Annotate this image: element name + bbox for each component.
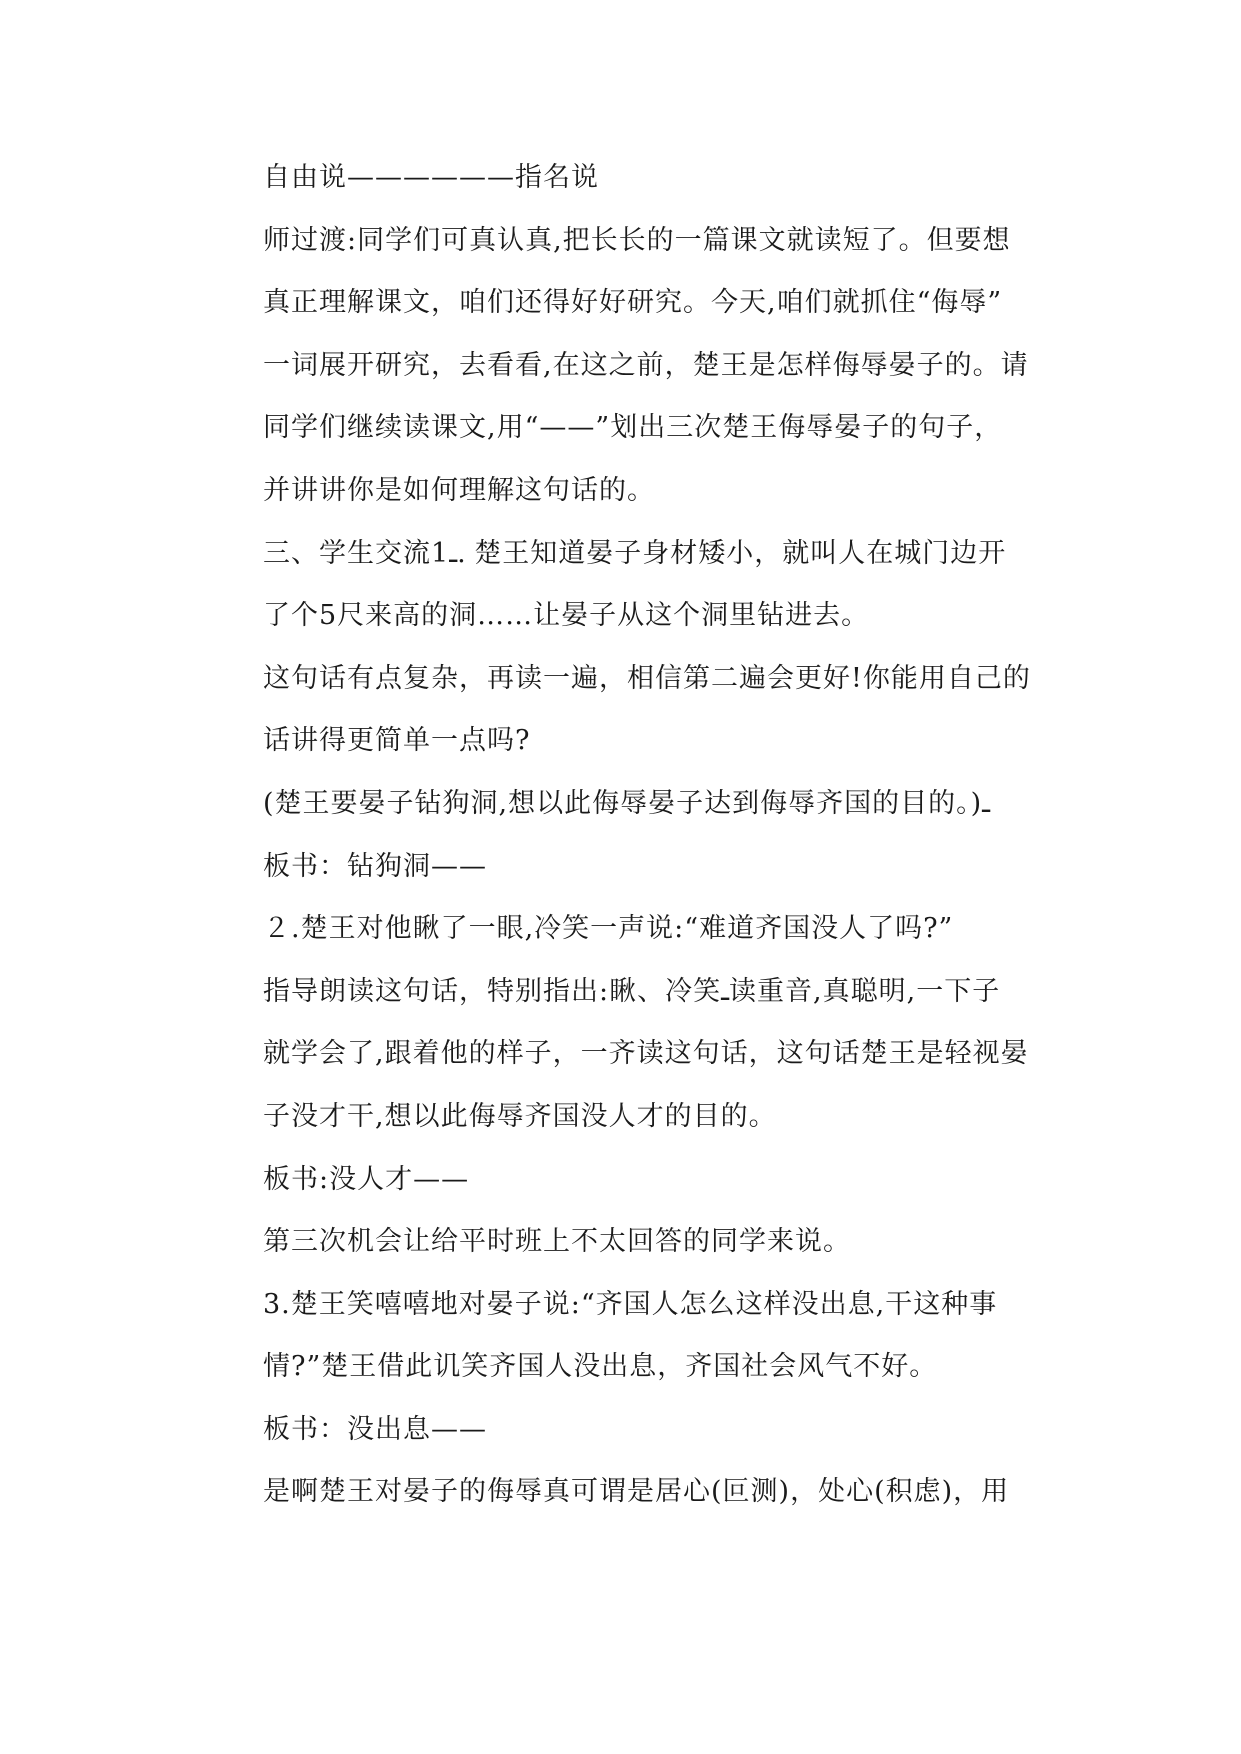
text-line: 是啊楚王对晏子的侮辱真可谓是居心(叵测)，处心(积虑)，用 xyxy=(263,1476,1010,1508)
text-line: 板书：钻狗洞—— xyxy=(263,850,487,882)
text-line: 指导朗读这句话，特别指出:瞅、冷笑ـ读重音,真聪明,一下子 xyxy=(263,975,1001,1007)
text-line: 这句话有点复杂，再读一遍，相信第二遍会更好!你能用自己的 xyxy=(263,662,1031,694)
text-line: 同学们继续读课文,用“——”划出三次楚王侮辱晏子的句子， xyxy=(263,412,1003,444)
text-line: 第三次机会让给平时班上不太回答的同学来说。 xyxy=(263,1226,851,1258)
text-line: 一词展开研究，去看看,在这之前，楚王是怎样侮辱晏子的。请 xyxy=(263,349,1029,381)
text-line: 情?”楚王借此讥笑齐国人没出息，齐国社会风气不好。 xyxy=(263,1351,938,1383)
text-line: 并讲讲你是如何理解这句话的。 xyxy=(263,474,655,506)
text-line: 三、学生交流1ـ. 楚王知道晏子身材矮小，就叫人在城门边开 xyxy=(263,537,1007,569)
text-line: 真正理解课文，咱们还得好好研究。今天,咱们就抓住“侮辱” xyxy=(263,287,1003,319)
text-line: 话讲得更简单一点吗? xyxy=(263,725,531,757)
text-line: 子没才干,想以此侮辱齐国没人才的目的。 xyxy=(263,1100,777,1132)
text-line: 了个5尺来高的洞……让晏子从这个洞里钻进去。 xyxy=(263,600,870,632)
text-line: 就学会了,跟着他的样子，一齐读这句话，这句话楚王是轻视晏 xyxy=(263,1038,1029,1070)
text-line: 师过渡:同学们可真认真,把长长的一篇课文就读短了。但要想 xyxy=(263,224,1011,256)
text-line: 板书：没出息—— xyxy=(263,1413,487,1445)
text-line: ２.楚王对他瞅了一眼,冷笑一声说:“难道齐国没人了吗?” xyxy=(263,913,954,945)
lesson-text xyxy=(263,158,1053,1535)
text-line: 3.楚王笑嘻嘻地对晏子说:“齐国人怎么这样没出息,干这种事 xyxy=(263,1288,998,1320)
text-line: 板书:没人才—— xyxy=(263,1163,470,1195)
text-line: 自由说——————指名说 xyxy=(263,162,599,193)
text-line: (楚王要晏子钻狗洞,想以此侮辱晏子达到侮辱齐国的目的。)ـ xyxy=(263,787,991,819)
